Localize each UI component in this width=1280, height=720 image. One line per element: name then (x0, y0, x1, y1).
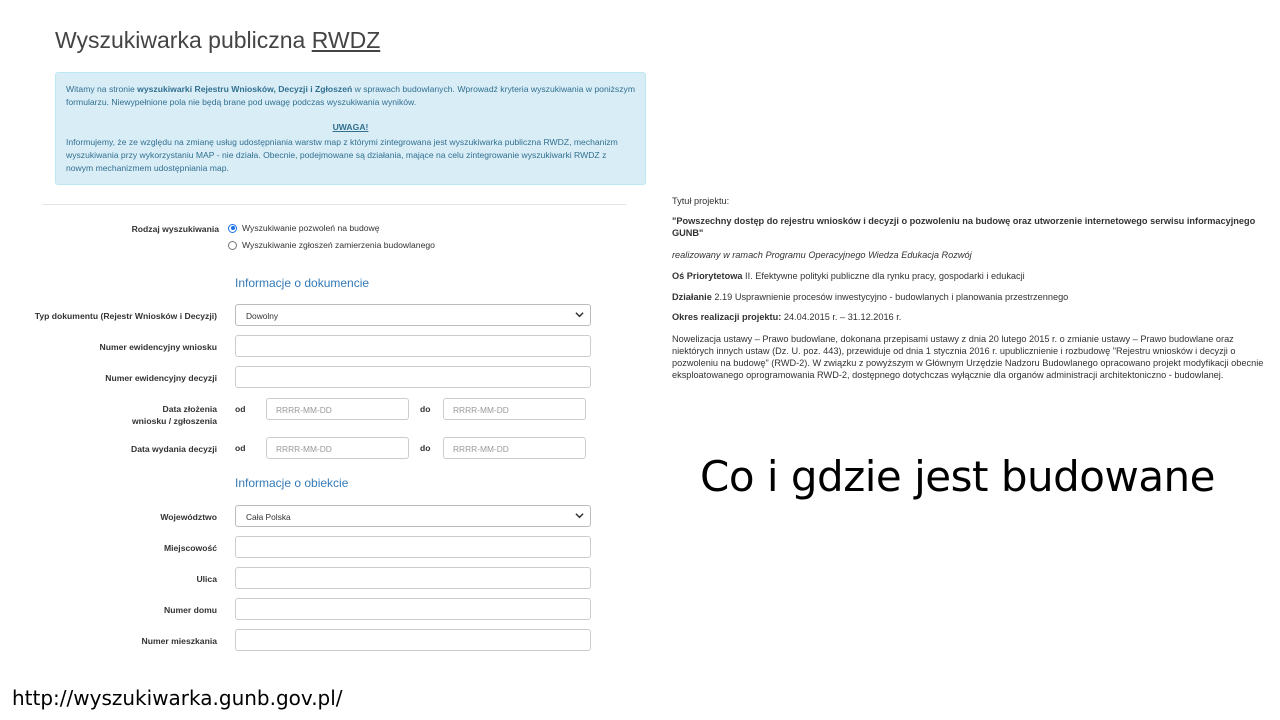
issue-date-to-label: do (420, 443, 431, 453)
radio-notices[interactable]: Wyszukiwanie zgłoszeń zamierzenia budowlanego (228, 240, 435, 250)
submit-date-label: Data złożenia wniosku / zgłoszenia (132, 404, 217, 426)
source-url: http://wyszukiwarka.gunb.gov.pl/ (12, 686, 343, 710)
project-action: Działanie 2.19 Usprawnienie procesów inwestycyjno - budowlanych i planowania przestrzennego (672, 292, 1069, 302)
project-axis: Oś Priorytetowa II. Efektywne polityki publiczne dla rynku pracy, gospodarki i edukacji (672, 271, 1025, 281)
radio-permits-control[interactable] (228, 224, 237, 233)
search-type-label: Rodzaj wyszukiwania (131, 224, 219, 234)
house-number-label: Numer domu (164, 605, 217, 615)
info-alert (55, 72, 646, 185)
info-welcome: Witamy na stronie wyszukiwarki Rejestru Wniosków, Decyzji i Zgłoszeń w sprawach budowlanych. Wprowadź kryteria wyszukiwania w poniższym formularzu. Niewypełnione pola nie będą brane pod uwagę podczas wyszukiwania wyników. (66, 84, 635, 107)
doc-type-label: Typ dokumentu (Rejestr Wniosków i Decyzji) (34, 311, 217, 321)
flat-number-input[interactable] (235, 629, 591, 651)
info-notice: Informujemy, że ze względu na zmianę usług udostępniania warstw map z którymi zintegrowana jest wyszukiwarka publiczna RWDZ, mechanizm wyszukiwania przy wykorzystaniu MAP - nie działa. Obecnie, podejmowane są działania, mające na celu zintegrowanie wyszukiwarki RWDZ z nowym mechanizmem udostępniania map. (66, 137, 618, 173)
page-title-text: Wyszukiwarka publiczna (55, 27, 306, 53)
street-input[interactable] (235, 567, 591, 589)
issue-date-from-label: od (235, 443, 246, 453)
issue-date-label: Data wydania decyzji (131, 444, 217, 454)
submit-date-to-input[interactable]: RRRR-MM-DD (443, 398, 586, 420)
doc-type-select[interactable]: Dowolny (235, 304, 591, 326)
radio-notices-control[interactable] (228, 241, 237, 250)
section-document-heading: Informacje o dokumencie (235, 276, 370, 290)
section-object-heading: Informacje o obiekcie (235, 476, 349, 490)
submit-date-from-label: od (235, 404, 246, 414)
issue-date-to-input[interactable]: RRRR-MM-DD (443, 437, 586, 459)
project-program: realizowany w ramach Programu Operacyjnego Wiedza Edukacja Rozwój (672, 250, 972, 260)
project-title-label: Tytuł projektu: (672, 196, 730, 206)
chevron-down-icon (575, 310, 584, 319)
app-number-label: Numer ewidencyjny wniosku (99, 342, 217, 352)
project-period: Okres realizacji projektu: 24.04.2015 r. – 31.12.2016 r. (672, 312, 902, 322)
project-title: "Powszechny dostęp do rejestru wniosków i decyzji o pozwoleniu na budowę oraz utworzenie internetowego serwisu informacyjnego GUNB" (672, 216, 1256, 238)
divider (42, 204, 626, 205)
street-label: Ulica (196, 574, 217, 584)
city-input[interactable] (235, 536, 591, 558)
page-title-abbr: RWDZ (311, 27, 381, 53)
submit-date-to-label: do (420, 404, 431, 414)
decision-number-label: Numer ewidencyjny decyzji (105, 373, 217, 383)
house-number-input[interactable] (235, 598, 591, 620)
voivodeship-label: Województwo (160, 512, 217, 522)
voivodeship-select[interactable]: Cała Polska (235, 505, 591, 527)
page-title (55, 27, 380, 54)
slide-caption: Co i gdzie jest budowane (700, 452, 1216, 501)
project-description: Nowelizacja ustawy – Prawo budowlane, dokonana przepisami ustawy z dnia 20 lutego 2015 r. o zmianie ustawy – Prawo budowlane oraz niektórych innych ustaw (Dz. U. poz. 443), przewiduje od dnia 1 stycznia 2016 r. upublicznienie i rozbudowę "Rejestru wniosków i decyzji o pozwoleniu na budowę" (RWD-2). W związku z powyższym w Głównym Urzędzie Nadzoru Budowlanego opracowano projekt modyfikacji obecnie eksploatowanego oprogramowania RWD-2, dostępnego dotychczas wyłącznie dla organów administracji architektoniczno - budowlanej. (672, 334, 1264, 380)
decision-number-input[interactable] (235, 366, 591, 388)
submit-date-from-input[interactable]: RRRR-MM-DD (266, 398, 409, 420)
flat-number-label: Numer mieszkania (141, 636, 217, 646)
info-warning-heading: UWAGA! (332, 122, 369, 132)
city-label: Miejscowość (163, 543, 217, 553)
app-number-input[interactable] (235, 335, 591, 357)
issue-date-from-input[interactable]: RRRR-MM-DD (266, 437, 409, 459)
chevron-down-icon (575, 511, 584, 520)
radio-permits[interactable]: Wyszukiwanie pozwoleń na budowę (228, 223, 380, 233)
